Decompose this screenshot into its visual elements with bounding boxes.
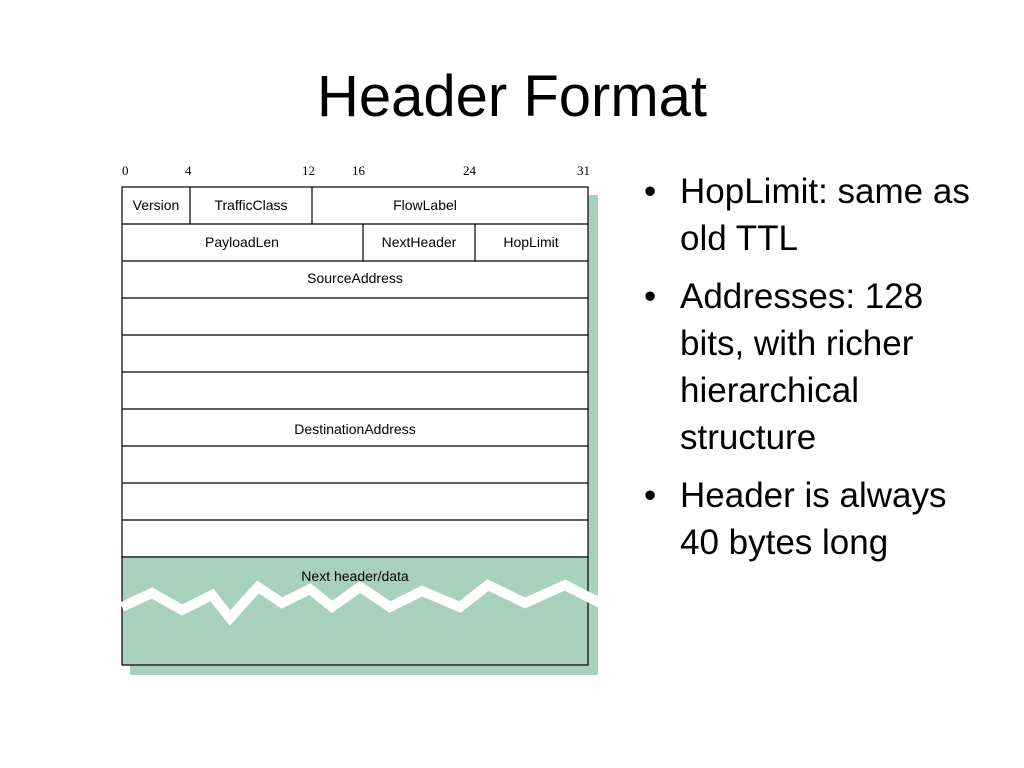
bullet-glyph: • (644, 172, 657, 211)
field-source-address: SourceAddress (307, 270, 403, 286)
bullet-text: HopLimit: same as old TTL (680, 172, 970, 258)
bit-label: 31 (577, 163, 590, 178)
field-flow-label: FlowLabel (393, 197, 457, 213)
field-hop-limit: HopLimit (503, 234, 559, 250)
bullet-text: Header is always 40 bytes long (680, 476, 947, 562)
bit-label: 4 (185, 163, 192, 178)
bullet-glyph: • (644, 277, 657, 316)
bullet-item (640, 168, 980, 262)
bullet-item (640, 472, 980, 566)
field-payload-len: PayloadLen (205, 234, 279, 250)
bullet-list (640, 168, 980, 577)
bullet-item (640, 273, 980, 461)
bit-label: 16 (352, 163, 365, 178)
bit-label: 12 (302, 163, 315, 178)
field-next-header: NextHeader (381, 234, 457, 250)
bullet-text: Addresses: 128 bits, with richer hierarchical structure (680, 277, 924, 457)
field-version: Version (132, 197, 180, 213)
field-next-header-data: Next header/data (301, 568, 409, 584)
bullet-glyph: • (644, 476, 657, 515)
bit-label: 24 (463, 163, 476, 178)
field-traffic-class: TrafficClass (214, 197, 288, 213)
slide-title: Header Format (316, 64, 708, 129)
bit-label: 0 (122, 163, 129, 178)
field-destination-address: DestinationAddress (294, 421, 416, 437)
ipv6-header-diagram (110, 155, 610, 685)
